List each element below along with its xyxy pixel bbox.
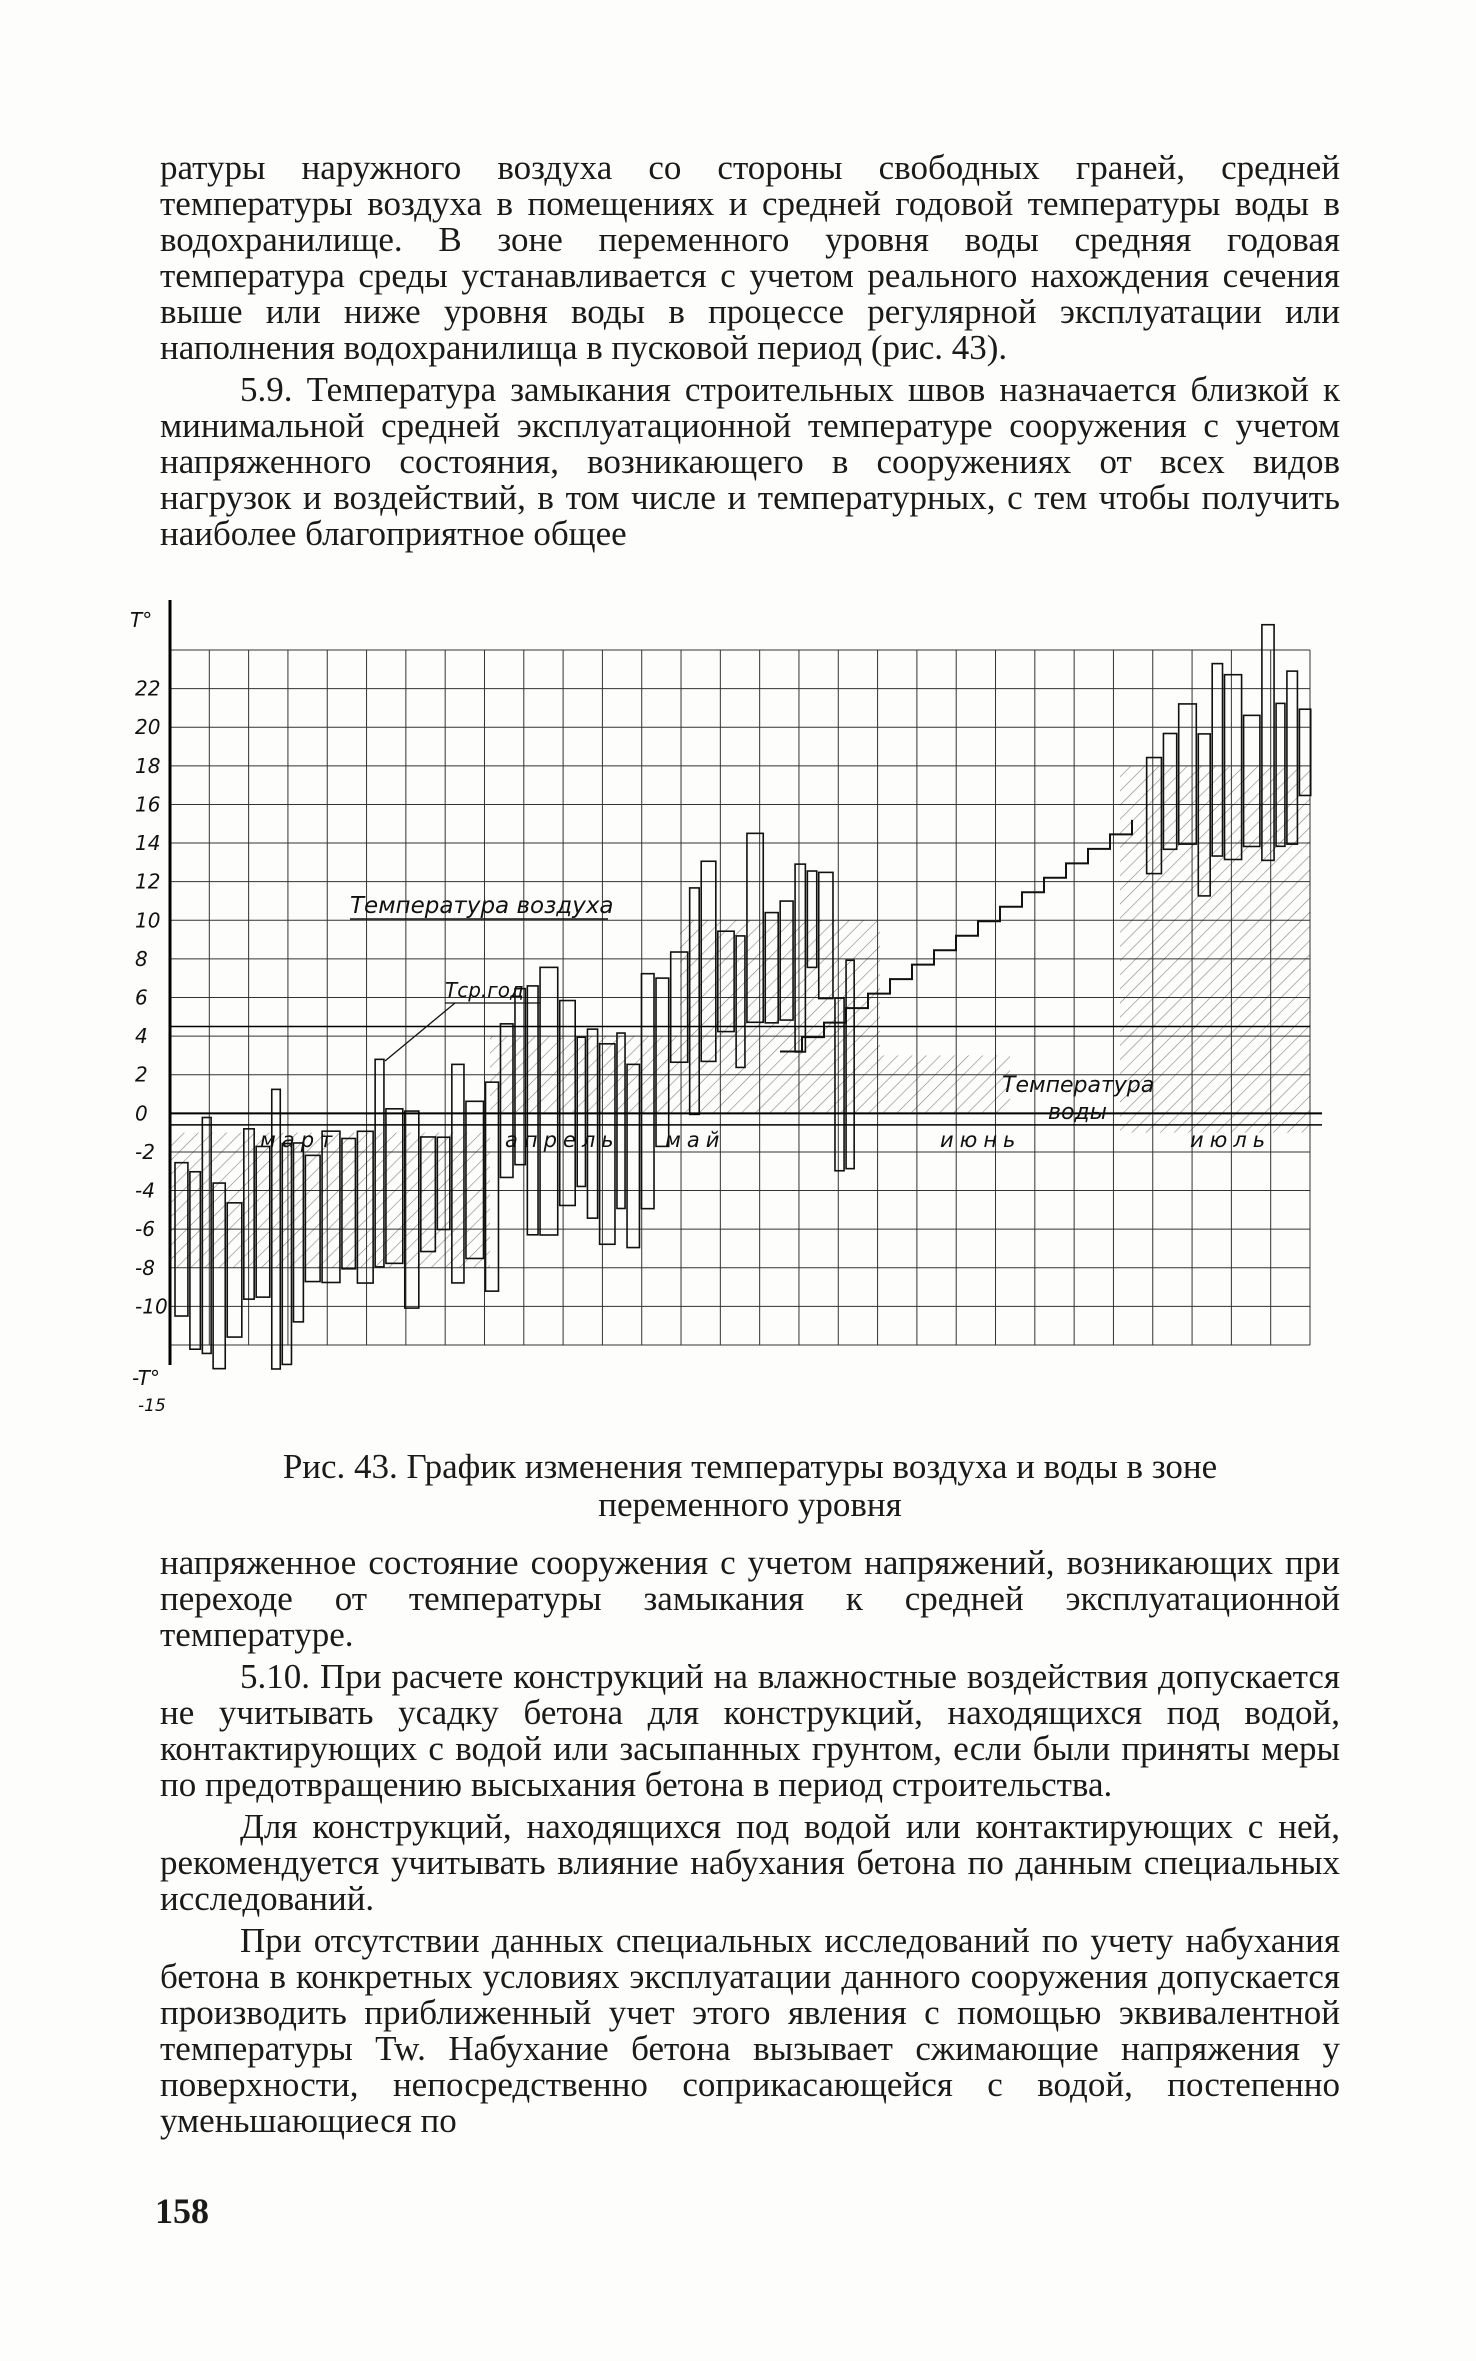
y-tick-label: -10: [135, 1294, 168, 1319]
temperature-chart: [130, 605, 1340, 1425]
air-temperature-label: Температура воздуха: [350, 893, 614, 919]
paragraph-5-9: 5.9. Температура замыкания строительных швов назначается близкой к минимальной средней эксплуатационной температуре сооружения с учетом напряженного состояния, возникающего в сооружениях от всех видов нагрузок и воздействий, в том числе и температурных, с тем чтобы получить наиболее благоприятное общее: [160, 370, 1340, 553]
mean-annual-label: Тср.год: [445, 978, 524, 1002]
text-block-top: [160, 150, 1340, 552]
y-tick-label: 20: [135, 715, 161, 740]
month-label: март: [260, 1127, 339, 1152]
y-tick-label: 14: [135, 831, 161, 856]
hatched-areas: [170, 766, 1310, 1268]
y-tick-label: 4: [135, 1024, 148, 1049]
paragraph: напряженное состояние сооружения с учетом напряжений, возникающих при переходе от температуры замыкания к средней эксплуатационной температуре.: [160, 1543, 1340, 1654]
text-block-bottom: [160, 1545, 1340, 2139]
paragraph-5-10: 5.10. При расчете конструкций на влажностные воздействия допускается не учитывать усадку бетона для конструкций, находящихся под водой, контактирующих с водой или засыпанных грунтом, если были приняты меры по предотвращению высыхания бетона в период строительства.: [160, 1657, 1340, 1804]
figure-43: [130, 605, 1340, 1425]
y-tick-label: -4: [135, 1178, 155, 1203]
y-tick-label: -8: [135, 1255, 155, 1280]
month-label: апрель: [505, 1127, 620, 1152]
y-tick-label: 16: [135, 792, 161, 817]
y-axis-top-label: T°: [130, 608, 153, 632]
y-tick-label: 8: [135, 946, 148, 971]
month-label: июнь: [940, 1127, 1022, 1152]
y-axis-extra-label: -15: [138, 1396, 166, 1416]
month-label: июль: [1190, 1127, 1272, 1152]
page-number: 158: [155, 2191, 209, 2231]
y-tick-label: 10: [135, 908, 161, 933]
y-tick-label: 12: [135, 869, 161, 894]
caption-line-2: переменного уровня: [598, 1485, 902, 1524]
paragraph: Для конструкций, находящихся под водой или контактирующих с ней, рекомендуется учитывать влияние набухания бетона по данным специальных исследований.: [160, 1807, 1340, 1918]
y-tick-label: 2: [135, 1062, 148, 1087]
month-label: май: [665, 1127, 726, 1152]
paragraph: При отсутствии данных специальных исследований по учету набухания бетона в конкретных условиях эксплуатации данного сооружения допускается производить приближенный учет этого явления с помощью эквивалентной температуры Tw. Набухание бетона вызывает сжимающие напряжения у поверхности, непосредственно соприкасающейся с водой, постепенно уменьшающиеся по: [160, 1921, 1340, 2140]
water-temperature-label: Температура: [1002, 1073, 1155, 1098]
water-temperature-label-2: воды: [1048, 1100, 1108, 1125]
paragraph: ратуры наружного воздуха со стороны свободных граней, средней температуры воздуха в помещениях и средней годовой температуры воды в водохранилище. В зоне переменного уровня воды средняя годовая температура среды устанавливается с учетом реального нахождения сечения выше или ниже уровня воды в процессе регулярной эксплуатации или наполнения водохранилища в пусковой период (рис. 43).: [160, 148, 1340, 367]
figure-caption: [160, 1448, 1340, 1524]
y-tick-label: 6: [135, 985, 148, 1010]
y-tick-label: 18: [135, 753, 161, 778]
y-tick-labels: [135, 677, 168, 1319]
y-axis-bottom-label: -T°: [132, 1366, 160, 1390]
y-tick-label: -6: [135, 1217, 155, 1242]
caption-line-1: Рис. 43. График изменения температуры воздуха и воды в зоне: [282, 1447, 1218, 1486]
y-tick-label: 0: [135, 1101, 148, 1126]
y-tick-label: 22: [135, 676, 161, 701]
y-tick-label: -2: [135, 1139, 155, 1164]
